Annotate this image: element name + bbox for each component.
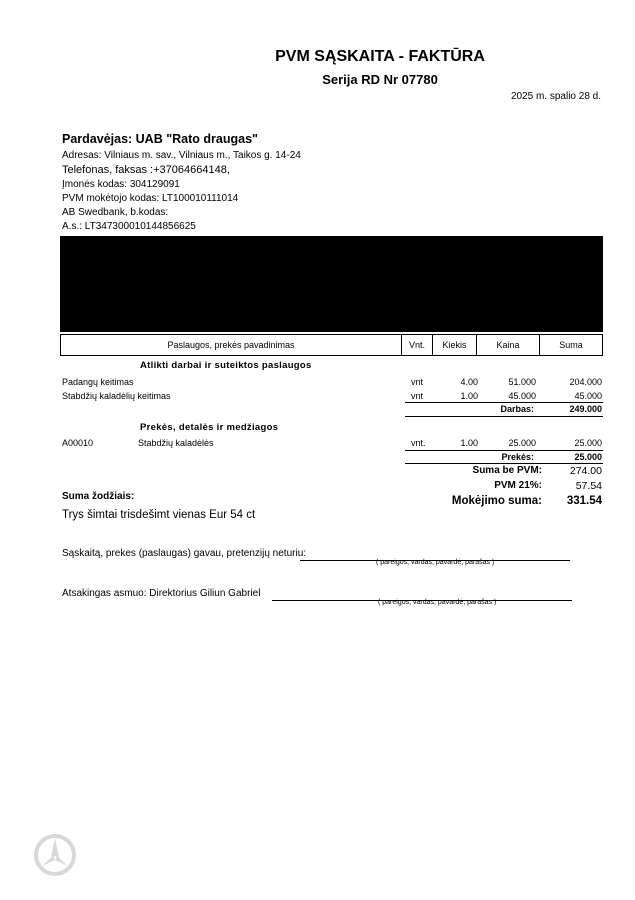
responsible-person: Atsakingas asmuo: Direktorius Giliun Gabriel — [62, 588, 261, 599]
payment-sum-value: 331.54 — [566, 495, 602, 507]
seller-vat-code: PVM mokėtojo kodas: LT100010111014 — [62, 193, 239, 204]
row-qty: 1.00 — [460, 391, 478, 401]
services-subtotal-label: Darbas: — [500, 404, 534, 414]
row-name: Stabdžių kaladėlių keitimas — [62, 391, 171, 401]
received-signature-hint: ( pareigos, vardas, pavardė, parašas ) — [376, 559, 495, 566]
sum-in-words-label: Suma žodžiais: — [62, 491, 135, 502]
invoice-title: PVM SĄSKAITA - FAKTŪRA — [275, 48, 485, 65]
vat-label: PVM 21%: — [494, 480, 542, 491]
row-sum: 25.000 — [574, 438, 602, 448]
services-section-title: Atlikti darbai ir suteiktos paslaugos — [140, 360, 312, 371]
goods-bottom-line — [405, 463, 603, 464]
invoice-series: Serija RD Nr 07780 — [322, 72, 438, 87]
payment-sum-label: Mokėjimo suma: — [451, 495, 542, 507]
goods-section-title: Prekės, detalės ir medžiagos — [140, 422, 279, 433]
services-divider — [405, 402, 603, 403]
row-price: 51.000 — [508, 377, 536, 387]
col-header-unit: Vnt. — [401, 335, 432, 355]
seller-address: Adresas: Vilniaus m. sav., Vilniaus m., Taikos g. 14-24 — [62, 150, 301, 161]
watermark-logo-icon — [32, 832, 78, 878]
row-sum: 204.000 — [569, 377, 602, 387]
goods-subtotal-label: Prekės: — [501, 452, 534, 462]
table-header — [60, 334, 603, 356]
col-header-price: Kaina — [476, 335, 539, 355]
received-statement: Sąskaitą, prekes (paslaugas) gavau, pretenzijų neturiu: — [62, 548, 307, 559]
seller-company-code: Įmonės kodas: 304129091 — [62, 179, 180, 190]
responsible-signature-hint: ( pareigos, vardas, pavardė, parašas ) — [378, 599, 497, 606]
row-price: 45.000 — [508, 391, 536, 401]
col-header-name: Paslaugos, prekės pavadinimas — [167, 340, 295, 350]
row-name: Stabdžių kaladėlės — [138, 438, 214, 448]
seller-bank: AB Swedbank, b.kodas: — [62, 207, 169, 218]
row-name: Padangų keitimas — [62, 377, 134, 387]
row-qty: 4.00 — [460, 377, 478, 387]
row-unit: vnt. — [411, 438, 426, 448]
sum-in-words-value: Trys šimtai trisdešimt vienas Eur 54 ct — [62, 509, 256, 521]
row-price: 25.000 — [508, 438, 536, 448]
services-bottom-line — [405, 416, 603, 417]
vat-value: 57.54 — [575, 480, 602, 492]
row-code: A00010 — [62, 438, 94, 448]
row-qty: 1.00 — [460, 438, 478, 448]
total-without-vat-label: Suma be PVM: — [472, 465, 542, 476]
total-without-vat-value: 274.00 — [569, 465, 602, 477]
invoice-date: 2025 m. spalio 28 d. — [510, 91, 601, 102]
col-header-qty: Kiekis — [432, 335, 476, 355]
seller-phone: Telefonas, faksas :+37064664148, — [62, 164, 230, 176]
row-sum: 45.000 — [574, 391, 602, 401]
row-unit: vnt — [411, 377, 424, 387]
redacted-buyer-block — [60, 236, 603, 332]
seller-account: A.s.: LT347300010144856625 — [62, 221, 196, 232]
goods-divider — [405, 450, 603, 451]
col-header-sum: Suma — [539, 335, 602, 355]
seller-name: Pardavėjas: UAB "Rato draugas" — [62, 132, 258, 146]
row-unit: vnt — [411, 391, 424, 401]
services-subtotal-value: 249.000 — [569, 404, 602, 414]
goods-subtotal-value: 25.000 — [574, 452, 602, 462]
